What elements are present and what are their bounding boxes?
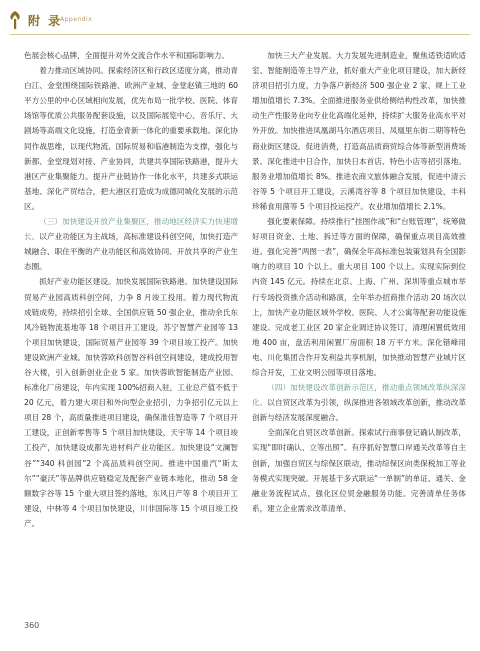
page-header [8, 8, 472, 34]
paragraph-ftz-reform: 全面深化自贸区改革创新。探索试行商事登记确认制改革，实现“即时确认、立等出照”。有序抓好智慧口岸通关改革等自主创新，加强自贸区与综保区联动，推动综保区向类保税加工等业务模式实现突破。开展基于多式联运“一单制”的单证、通关、金融业务流程试点，强化区位贸金融服务功能。完善清单任务体系，建立企业需求改革清单、 [252, 428, 466, 513]
header-title: 附 录 [28, 14, 63, 28]
section-heading-4: （四）加快建设改革创新示范区，推动重点领域改革纵深深化。 [252, 383, 466, 408]
tree-logo-icon [8, 10, 22, 30]
paragraph-factor-guarantee: 强化要素保障。持续推行“挂图作战”和“台账管理”，统筹做好项目资金、土地、拆迁等方面的保障，确保重点项目高效推进。强化完善“两图一表”，确保全年高标准包装策划具有全国影响力的项目 10 个以上、重大项目 100 个以上。实现实际到位内资 145 亿元。持续在北京、上海、广州、深圳等重点城市举行专场投资推介活动和路演，全年举办招商推介活动 20 场次以上，加快产业功能区域外学校、医院、人才公寓等配套功能设施建设。完成老工业区 20 家企业调迁协议签订，清理闲置低效用地 400 亩，盘活利用闲置厂房面积 18 万平方米。深化错峰用电、川化集团合作开发利益共享机制，加快推动智慧产业城片区综合开发，工业文明公园等项目落地。 [252, 217, 466, 377]
right-column [252, 48, 466, 516]
section-four [252, 380, 466, 425]
paragraph-continuation: 色展会核心品牌，全面提升对外交流合作水平和国际影响力。 [24, 51, 230, 60]
left-column [24, 48, 238, 531]
paragraph-functional-zones: 抓好产业功能区建设。加快发展国际铁路港。加快建设国际贸易产业园高质科创空间，力争 8 月竣工投用。着力现代物流成链成势，持续招引全球、全国供应链 50 强企业，推动余氏东风冷链物流基地等 18 个项目开工建设，苏宁智慧产业园等 13 个项目加快建设，国际贸易产业园等 39 个项目竣工投产。加快建设欧洲产业城。加快蓉欧科创智谷科创空间建设，建成投用智谷大楼，引入创新创业企业 5 家。加快蓉欧智能制造产业园、标准化厂房建设，年内实现 100%招商入驻，工业总产值不低于 20 亿元，着力建大项目和外向型企业招引，力争招引亿元以上项目 28 个，高质量推进项目建设，确保准佳智造等 7 个项目开工建设，正创新零售等 5 个项目加快建设，天宇等 14 个项目竣工投产，加快建设成都先进材料产业功能区。加快建设“文澜智谷”“340 科创园”2 个高品质科创空间。推进中国重汽“斯太尔”“豪沃”等品牌供应链稳定及配套产业链本地化，推动 58 金额数字谷等 15 个重大项目签约落地，东风日产等 8 个项目开工建设，中林等 4 个项目加快建设，川非国际等 15 个项目竣工投产。 [24, 277, 238, 528]
paragraph-three-industries: 加快三大产业发展。大力发展先进制造业，聚焦适铁适欧适室、智能制造等主导产业，抓好重大产业化项目建设，加大新经济项目招引力度，力争落户新经济 500 强企业 2 家、规上工业增加值增长 7.3%。全面推进服务业供给侧结构性改革，加快推动生产性服务业向专业化高端化延伸，持续扩大服务业高水平对外开放。加快推进凤凰湖马尔酒店项目、凤凰里东街二期等特色商业街区建设，促进消费，打造高品质商贸综合体等新型消费场景。深化推进中日合作，加快日本首店、特色小店等招引落地。服务业增加值增长 8%。推进农商文旅体融合发展，促进中清云谷等 5 个项目开工建设，云溪湾谷等 8 个项目加快建设，丰科珍稀食用菌等 5 个项目投运投产。农业增加值增长 2.1%。 [252, 51, 466, 211]
section-intro-4: 以自贸区改革为引领，纵深推进各领域改革创新，推动改革创新与经济发展深度融合。 [252, 398, 467, 423]
page-number: 360 [24, 621, 40, 630]
header-divider [10, 34, 470, 35]
section-heading-3: （三）加快建设开放产业集聚区，推动地区经济实力快速增长。 [24, 217, 238, 242]
paragraph-regional-coordination: 着力推动区域协同。探索经济区和行政区适度分离，推动青白江、金堂围绕国际铁路港、欧洲产业城、金堂赵镇三地的 60 平方公里的中心区域相向发展，优先布局一批学校、医院、体育场馆等优质公共服务配套设施，以及国际展览中心、音乐厅、大剧场等高端文化设施，打造金青新一体化的重要承载地。深化协同作战思维，以现代物流、国际贸易和临港制造为支撑，强化与新都、金堂现划对接、产业协同，共建共享国际铁路港，提升大港区产业集聚能力。提升产业链协作一体化水平，共建多式联运基地、深化产贸结合，把大港区打造成为成德同城化发展的示范区。 [24, 66, 238, 211]
section-intro-3: 以产业功能区为主战场，高标准建设科创空间，加快打造产城融合、职住平衡的产业功能区和高效协同、开放共享的产业生态圈。 [24, 232, 239, 272]
header-subtitle: Appendix [60, 16, 93, 23]
section-three [24, 214, 238, 274]
